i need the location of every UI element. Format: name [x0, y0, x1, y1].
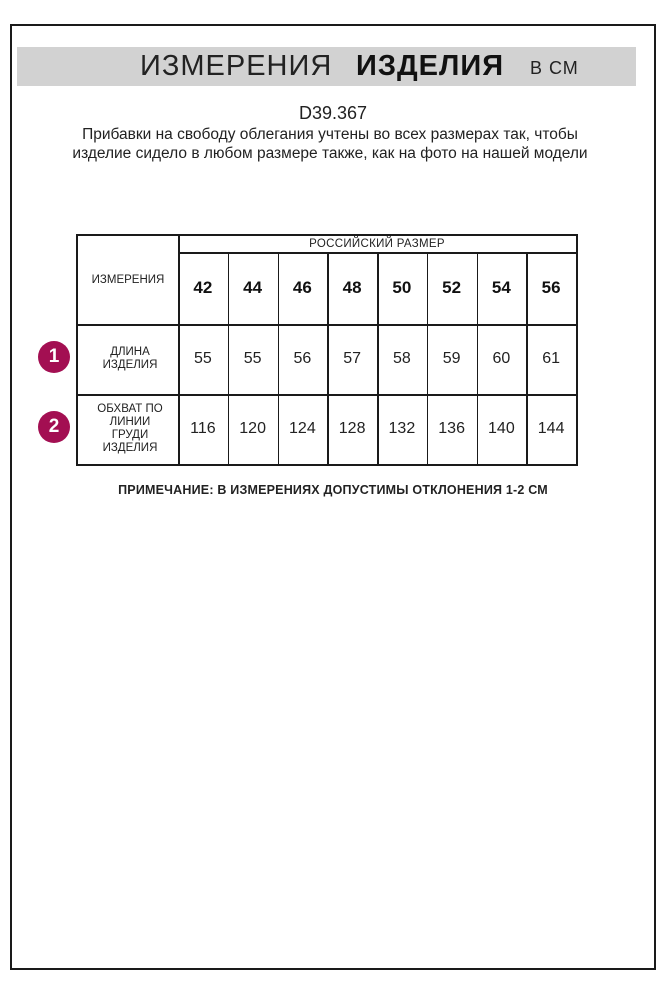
table-cell: 56 — [293, 350, 312, 367]
table-cell: 144 — [537, 420, 565, 437]
article-number: D39.367 — [298, 103, 368, 123]
size-header: 42 — [193, 278, 213, 297]
table-cell: 59 — [442, 350, 461, 367]
size-header: 56 — [541, 278, 561, 297]
table-cell: 140 — [488, 420, 515, 437]
size-header: 54 — [491, 278, 511, 297]
size-table — [76, 234, 578, 466]
header-unit: В СМ — [530, 58, 579, 78]
header-title-measurements: ИЗМЕРЕНИЯ — [140, 50, 333, 82]
size-header: 52 — [442, 278, 462, 297]
table-cell: 116 — [190, 420, 216, 437]
row-number-badge: 1 — [38, 341, 70, 373]
table-cell: 61 — [542, 350, 561, 367]
size-header: 48 — [342, 278, 362, 297]
size-header: 46 — [292, 278, 312, 297]
table-corner-label: ИЗМЕРЕНИЯ — [91, 273, 165, 286]
table-cell: 132 — [388, 420, 416, 437]
fit-description: Прибавки на свободу облегания учтены во всех размерах так, чтобы изделие сидело в любом размере также, как на фото на нашей модели — [72, 126, 588, 162]
table-cell: 60 — [492, 350, 511, 367]
size-header: 44 — [243, 278, 263, 297]
table-cell: 128 — [338, 420, 366, 437]
size-header: 50 — [392, 278, 412, 297]
page-frame — [10, 24, 656, 970]
table-cell: 58 — [392, 350, 411, 367]
tolerance-note: ПРИМЕЧАНИЕ: В ИЗМЕРЕНИЯХ ДОПУСТИМЫ ОТКЛОНЕНИЯ 1-2 СМ — [118, 483, 548, 497]
table-cell: 124 — [289, 420, 316, 437]
table-cell: 55 — [243, 350, 262, 367]
row-label: ОБХВАТ ПО ЛИНИИ ГРУДИ ИЗДЕЛИЯ — [97, 403, 163, 454]
size-group-header: РОССИЙСКИЙ РАЗМЕР — [309, 238, 445, 250]
table-cell: 57 — [343, 350, 362, 367]
header-title-product: ИЗДЕЛИЯ — [356, 50, 505, 82]
row-label: ДЛИНА ИЗДЕЛИЯ — [102, 346, 158, 371]
table-cell: 120 — [239, 420, 266, 437]
table-cell: 136 — [438, 420, 465, 437]
table-cell: 55 — [193, 350, 212, 367]
row-number-badge: 2 — [38, 411, 70, 443]
